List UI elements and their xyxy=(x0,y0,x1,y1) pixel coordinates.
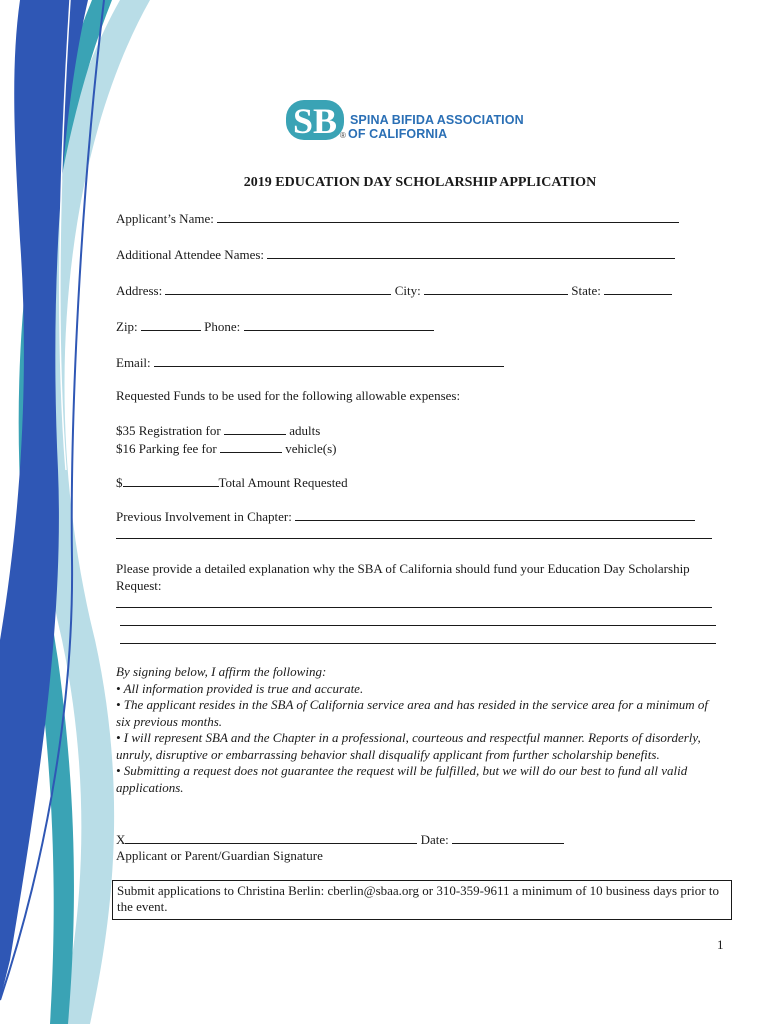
organization-name-line2 xyxy=(340,127,524,143)
email-field[interactable] xyxy=(154,354,504,367)
affirmation-item: • Submitting a request does not guarantee the request will be fulfilled, but we will do our best to fund all valid applications. xyxy=(116,763,688,795)
explanation-prompt: Please provide a detailed explanation why the SBA of California should fund your Education Day Scholarship Request: xyxy=(116,561,690,593)
registered-mark: ® xyxy=(340,131,346,140)
previous-involvement-field[interactable] xyxy=(295,508,695,521)
signature-field[interactable] xyxy=(125,831,417,844)
address-label: Address: xyxy=(116,283,163,298)
date-label: Date: xyxy=(420,832,449,847)
email-row xyxy=(116,354,504,371)
organization-name xyxy=(340,113,524,143)
submit-note: Submit applications to Christina Berlin: cberlin@sbaa.org or 310-359-9611 a minimum of 10 business days prior to the event. xyxy=(117,883,719,914)
applicant-name-label: Applicant’s Name: xyxy=(116,211,214,226)
explanation-line-1[interactable] xyxy=(116,607,712,608)
previous-involvement-row xyxy=(116,508,695,525)
phone-label: Phone: xyxy=(204,319,241,334)
affirmation-item: • I will represent SBA and the Chapter in a professional, courteous and respectful manner. Reports of disorderly, unruly, disruptive or embarrassing behavior shall disqualify applicant from further scholarship benefits. xyxy=(116,730,701,762)
registration-prefix: $35 Registration for xyxy=(116,423,221,438)
zip-label: Zip: xyxy=(116,319,138,334)
email-label: Email: xyxy=(116,355,151,370)
parking-prefix: $16 Parking fee for xyxy=(116,441,217,456)
parking-vehicles-field[interactable] xyxy=(220,440,282,453)
organization-name-line2-text: OF CALIFORNIA xyxy=(348,127,448,141)
previous-involvement-extra-line[interactable] xyxy=(116,538,712,539)
affirmation-block xyxy=(116,664,708,796)
additional-attendees-field[interactable] xyxy=(267,246,675,259)
zip-phone-row xyxy=(116,318,434,335)
city-field[interactable] xyxy=(424,282,568,295)
signature-caption: Applicant or Parent/Guardian Signature xyxy=(116,848,323,863)
phone-field[interactable] xyxy=(244,318,434,331)
explanation-line-3[interactable] xyxy=(120,643,716,644)
page-title: 2019 EDUCATION DAY SCHOLARSHIP APPLICATION xyxy=(243,175,597,190)
date-field[interactable] xyxy=(452,831,564,844)
requested-funds-intro: Requested Funds to be used for the following allowable expenses: xyxy=(116,388,461,403)
previous-involvement-label: Previous Involvement in Chapter: xyxy=(116,509,292,524)
state-field[interactable] xyxy=(604,282,672,295)
city-label: City: xyxy=(394,283,421,298)
parking-row xyxy=(116,440,336,457)
organization-name-line1: SPINA BIFIDA ASSOCIATION xyxy=(350,113,524,127)
registration-suffix: adults xyxy=(289,423,321,438)
address-field[interactable] xyxy=(165,282,391,295)
total-prefix: $ xyxy=(116,475,123,490)
parking-suffix: vehicle(s) xyxy=(285,441,337,456)
registration-row xyxy=(116,422,320,439)
affirmation-intro: By signing below, I affirm the following: xyxy=(116,664,327,679)
applicant-name-field[interactable] xyxy=(217,210,679,223)
explanation-line-2[interactable] xyxy=(120,625,716,626)
submit-note-box xyxy=(112,880,732,920)
applicant-name-row xyxy=(116,210,679,227)
zip-field[interactable] xyxy=(141,318,201,331)
page-number: 1 xyxy=(717,937,724,952)
affirmation-item: • The applicant resides in the SBA of California service area and has resided in the service area for a minimum of six previous months. xyxy=(116,697,709,729)
additional-attendees-label: Additional Attendee Names: xyxy=(116,247,265,262)
total-amount-field[interactable] xyxy=(123,474,219,487)
total-suffix: Total Amount Requested xyxy=(218,475,348,490)
state-label: State: xyxy=(571,283,601,298)
registration-adults-field[interactable] xyxy=(224,422,286,435)
signature-row xyxy=(116,831,564,848)
additional-attendees-row xyxy=(116,246,675,263)
logo-letters: SB xyxy=(292,101,338,141)
address-row xyxy=(116,282,672,299)
affirmation-item: • All information provided is true and accurate. xyxy=(116,680,364,696)
signature-mark: X xyxy=(116,832,126,847)
total-row xyxy=(116,474,348,491)
